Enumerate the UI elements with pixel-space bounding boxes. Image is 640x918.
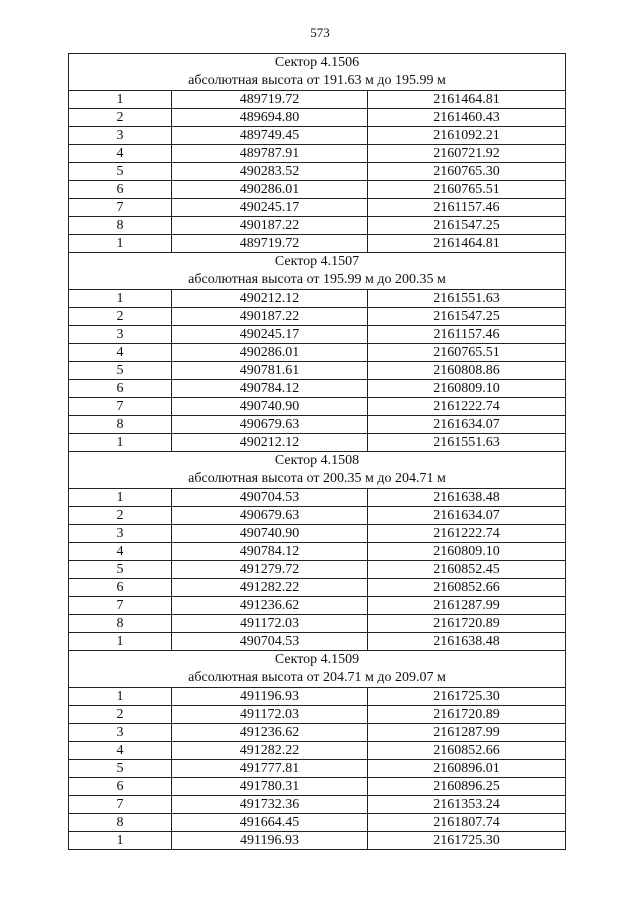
x-coordinate-cell: 490679.63	[172, 416, 368, 434]
sector-title: Сектор 4.1507	[69, 253, 566, 272]
x-coordinate-cell: 490704.53	[172, 489, 368, 507]
table-row	[69, 217, 566, 235]
point-number-cell: 4	[69, 344, 172, 362]
table-row	[69, 398, 566, 416]
point-number-cell: 3	[69, 724, 172, 742]
y-coordinate-cell: 2161634.07	[368, 507, 566, 525]
table-row	[69, 380, 566, 398]
x-coordinate-cell: 490704.53	[172, 633, 368, 651]
y-coordinate-cell: 2161720.89	[368, 706, 566, 724]
sector-title: Сектор 4.1508	[69, 452, 566, 471]
point-number-cell: 1	[69, 434, 172, 452]
x-coordinate-cell: 490245.17	[172, 199, 368, 217]
point-number-cell: 2	[69, 109, 172, 127]
y-coordinate-cell: 2160809.10	[368, 543, 566, 561]
y-coordinate-cell: 2160808.86	[368, 362, 566, 380]
point-number-cell: 1	[69, 489, 172, 507]
y-coordinate-cell: 2161725.30	[368, 688, 566, 706]
x-coordinate-cell: 490784.12	[172, 380, 368, 398]
table-row	[69, 561, 566, 579]
y-coordinate-cell: 2160765.51	[368, 344, 566, 362]
y-coordinate-cell: 2160896.25	[368, 778, 566, 796]
x-coordinate-cell: 490740.90	[172, 525, 368, 543]
sector-subtitle-row	[69, 669, 566, 688]
table-row	[69, 597, 566, 615]
y-coordinate-cell: 2161807.74	[368, 814, 566, 832]
table-row	[69, 163, 566, 181]
table-row	[69, 416, 566, 434]
sector-title-row	[69, 253, 566, 272]
table-row	[69, 706, 566, 724]
y-coordinate-cell: 2161222.74	[368, 398, 566, 416]
x-coordinate-cell: 489719.72	[172, 91, 368, 109]
y-coordinate-cell: 2161157.46	[368, 199, 566, 217]
point-number-cell: 8	[69, 217, 172, 235]
x-coordinate-cell: 490187.22	[172, 217, 368, 235]
point-number-cell: 2	[69, 308, 172, 326]
x-coordinate-cell: 490740.90	[172, 398, 368, 416]
table-row	[69, 127, 566, 145]
sector-title: Сектор 4.1506	[69, 54, 566, 73]
y-coordinate-cell: 2161092.21	[368, 127, 566, 145]
table-row	[69, 724, 566, 742]
point-number-cell: 6	[69, 380, 172, 398]
point-number-cell: 5	[69, 561, 172, 579]
y-coordinate-cell: 2160852.66	[368, 742, 566, 760]
y-coordinate-cell: 2161287.99	[368, 597, 566, 615]
x-coordinate-cell: 491282.22	[172, 579, 368, 597]
table-row	[69, 525, 566, 543]
table-row	[69, 109, 566, 127]
table-row	[69, 832, 566, 850]
point-number-cell: 1	[69, 832, 172, 850]
table-row	[69, 145, 566, 163]
table-row	[69, 633, 566, 651]
point-number-cell: 4	[69, 145, 172, 163]
page-number: 573	[310, 25, 330, 40]
y-coordinate-cell: 2160765.51	[368, 181, 566, 199]
point-number-cell: 3	[69, 127, 172, 145]
table-row	[69, 688, 566, 706]
point-number-cell: 6	[69, 579, 172, 597]
y-coordinate-cell: 2160896.01	[368, 760, 566, 778]
x-coordinate-cell: 491664.45	[172, 814, 368, 832]
point-number-cell: 2	[69, 507, 172, 525]
point-number-cell: 4	[69, 742, 172, 760]
y-coordinate-cell: 2160852.66	[368, 579, 566, 597]
x-coordinate-cell: 490212.12	[172, 290, 368, 308]
x-coordinate-cell: 491279.72	[172, 561, 368, 579]
point-number-cell: 5	[69, 760, 172, 778]
sector-altitude-range: абсолютная высота от 195.99 м до 200.35 м	[69, 271, 566, 290]
point-number-cell: 8	[69, 416, 172, 434]
point-number-cell: 5	[69, 163, 172, 181]
point-number-cell: 7	[69, 398, 172, 416]
sector-title-row	[69, 54, 566, 73]
point-number-cell: 6	[69, 181, 172, 199]
table-row	[69, 507, 566, 525]
point-number-cell: 4	[69, 543, 172, 561]
x-coordinate-cell: 490679.63	[172, 507, 368, 525]
y-coordinate-cell: 2161638.48	[368, 489, 566, 507]
sector-title-row	[69, 452, 566, 471]
y-coordinate-cell: 2160721.92	[368, 145, 566, 163]
point-number-cell: 7	[69, 597, 172, 615]
y-coordinate-cell: 2161222.74	[368, 525, 566, 543]
x-coordinate-cell: 490283.52	[172, 163, 368, 181]
point-number-cell: 3	[69, 326, 172, 344]
coordinate-table-body	[69, 54, 566, 850]
table-row	[69, 615, 566, 633]
point-number-cell: 1	[69, 235, 172, 253]
table-row	[69, 434, 566, 452]
x-coordinate-cell: 490784.12	[172, 543, 368, 561]
table-row	[69, 326, 566, 344]
y-coordinate-cell: 2161551.63	[368, 290, 566, 308]
y-coordinate-cell: 2161353.24	[368, 796, 566, 814]
point-number-cell: 5	[69, 362, 172, 380]
x-coordinate-cell: 490245.17	[172, 326, 368, 344]
point-number-cell: 1	[69, 688, 172, 706]
x-coordinate-cell: 491780.31	[172, 778, 368, 796]
point-number-cell: 1	[69, 91, 172, 109]
x-coordinate-cell: 491282.22	[172, 742, 368, 760]
coordinate-table	[68, 53, 566, 850]
point-number-cell: 1	[69, 633, 172, 651]
y-coordinate-cell: 2161157.46	[368, 326, 566, 344]
y-coordinate-cell: 2161287.99	[368, 724, 566, 742]
table-row	[69, 489, 566, 507]
point-number-cell: 8	[69, 814, 172, 832]
sector-altitude-range: абсолютная высота от 204.71 м до 209.07 м	[69, 669, 566, 688]
x-coordinate-cell: 489694.80	[172, 109, 368, 127]
table-row	[69, 814, 566, 832]
y-coordinate-cell: 2161634.07	[368, 416, 566, 434]
y-coordinate-cell: 2161547.25	[368, 308, 566, 326]
x-coordinate-cell: 491196.93	[172, 832, 368, 850]
x-coordinate-cell: 491236.62	[172, 597, 368, 615]
y-coordinate-cell: 2161551.63	[368, 434, 566, 452]
sector-subtitle-row	[69, 271, 566, 290]
y-coordinate-cell: 2160809.10	[368, 380, 566, 398]
sector-subtitle-row	[69, 470, 566, 489]
table-row	[69, 199, 566, 217]
x-coordinate-cell: 489787.91	[172, 145, 368, 163]
table-row	[69, 742, 566, 760]
table-row	[69, 543, 566, 561]
x-coordinate-cell: 489749.45	[172, 127, 368, 145]
sector-title-row	[69, 651, 566, 670]
sector-altitude-range: абсолютная высота от 200.35 м до 204.71 м	[69, 470, 566, 489]
x-coordinate-cell: 491777.81	[172, 760, 368, 778]
table-row	[69, 235, 566, 253]
point-number-cell: 7	[69, 199, 172, 217]
y-coordinate-cell: 2161720.89	[368, 615, 566, 633]
table-row	[69, 308, 566, 326]
table-row	[69, 91, 566, 109]
point-number-cell: 6	[69, 778, 172, 796]
y-coordinate-cell: 2160765.30	[368, 163, 566, 181]
x-coordinate-cell: 489719.72	[172, 235, 368, 253]
point-number-cell: 7	[69, 796, 172, 814]
x-coordinate-cell: 490781.61	[172, 362, 368, 380]
sector-altitude-range: абсолютная высота от 191.63 м до 195.99 м	[69, 72, 566, 91]
x-coordinate-cell: 491236.62	[172, 724, 368, 742]
table-row	[69, 796, 566, 814]
y-coordinate-cell: 2161464.81	[368, 91, 566, 109]
y-coordinate-cell: 2161638.48	[368, 633, 566, 651]
x-coordinate-cell: 490212.12	[172, 434, 368, 452]
table-row	[69, 778, 566, 796]
point-number-cell: 8	[69, 615, 172, 633]
y-coordinate-cell: 2160852.45	[368, 561, 566, 579]
x-coordinate-cell: 490187.22	[172, 308, 368, 326]
table-row	[69, 290, 566, 308]
point-number-cell: 2	[69, 706, 172, 724]
x-coordinate-cell: 490286.01	[172, 344, 368, 362]
y-coordinate-cell: 2161460.43	[368, 109, 566, 127]
sector-title: Сектор 4.1509	[69, 651, 566, 670]
x-coordinate-cell: 491172.03	[172, 706, 368, 724]
sector-subtitle-row	[69, 72, 566, 91]
table-row	[69, 760, 566, 778]
point-number-cell: 1	[69, 290, 172, 308]
y-coordinate-cell: 2161464.81	[368, 235, 566, 253]
table-row	[69, 344, 566, 362]
x-coordinate-cell: 491732.36	[172, 796, 368, 814]
y-coordinate-cell: 2161725.30	[368, 832, 566, 850]
x-coordinate-cell: 491172.03	[172, 615, 368, 633]
x-coordinate-cell: 491196.93	[172, 688, 368, 706]
point-number-cell: 3	[69, 525, 172, 543]
table-row	[69, 362, 566, 380]
table-row	[69, 181, 566, 199]
x-coordinate-cell: 490286.01	[172, 181, 368, 199]
y-coordinate-cell: 2161547.25	[368, 217, 566, 235]
table-row	[69, 579, 566, 597]
